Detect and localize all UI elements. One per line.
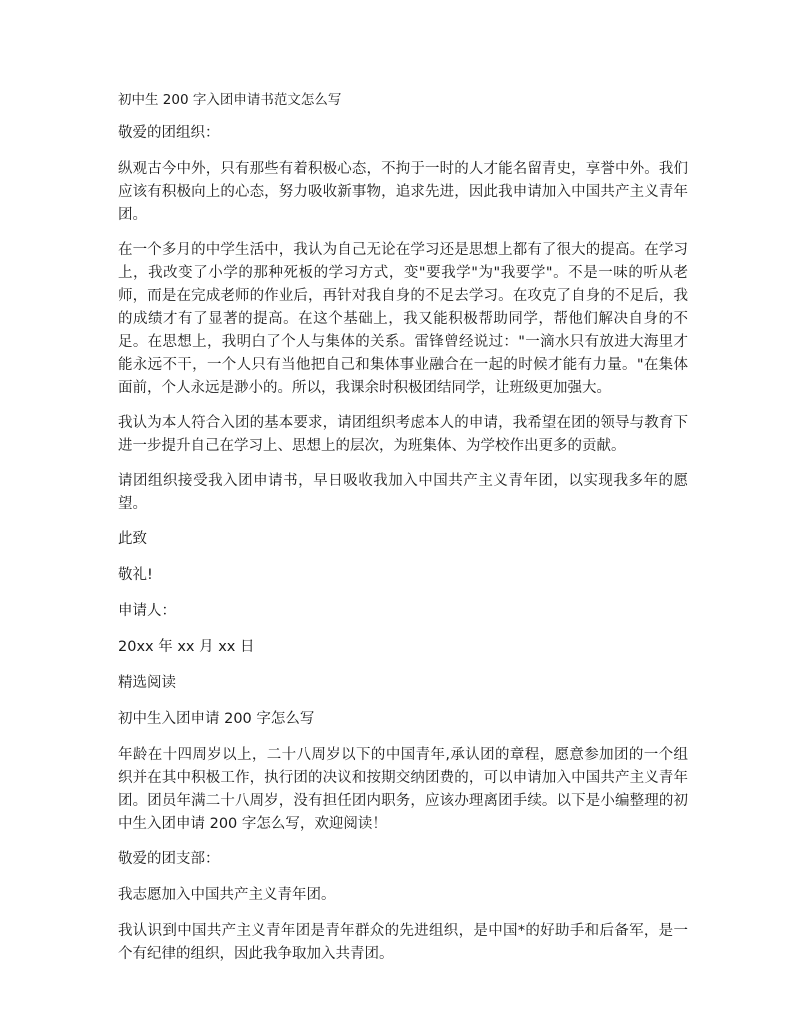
paragraph-2: 在一个多月的中学生活中，我认为自己无论在学习还是思想上都有了很大的提高。在学习上，我改变了小学的那种死板的学习方式，变"要我学"为"我要学"。不是一味的听从老师，而是在完成老师的作业后，再针对我自身的不足去学习。在攻克了自身的不足后，我的成绩才有了显著的提高。在这个基础上，我又能积极帮助同学，帮他们解决自身的不足。在思想上，我明白了个人与集体的关系。雷锋曾经说过："一滴水只有放进大海里才能永远不干，一个人只有当他把自己和集体事业融合在一起的时候才能有力量。"在集体面前，个人永远是渺小的。所以，我课余时积极团结同学，让班级更加强大。	[118, 242, 688, 396]
applicant-label: 申请人：	[118, 603, 176, 619]
date-line: 20xx 年 xx 月 xx 日	[118, 639, 255, 655]
paragraph-1: 纵观古今中外，只有那些有着积极心态，不拘于一时的人才能名留青史，享誉中外。我们应该有积极向上的心态，努力吸收新事物，追求先进，因此我申请加入中国共产主义青年团。	[118, 161, 688, 223]
related-paragraph-1: 我志愿加入中国共产主义青年团。	[118, 887, 336, 903]
paragraph-3: 我认为本人符合入团的基本要求，请团组织考虑本人的申请，我希望在团的领导与教育下进一步提升自己在学习上、思想上的层次，为班集体、为学校作出更多的贡献。	[118, 415, 688, 454]
related-paragraph-2: 我认识到中国共产主义青年团是青年群众的先进组织，是中国*的好助手和后备军，是一个有纪律的组织，因此我争取加入共青团。	[118, 923, 688, 962]
closing-salute: 敬礼!	[118, 567, 153, 583]
document-title: 初中生 200 字入团申请书范文怎么写	[118, 92, 342, 108]
closing-greeting: 此致	[118, 531, 147, 547]
paragraph-4: 请团组织接受我入团申请书，早日吸收我加入中国共产主义青年团，以实现我多年的愿望。	[118, 473, 688, 512]
related-title: 初中生入团申请 200 字怎么写	[118, 711, 315, 727]
salutation: 敬爱的团组织：	[118, 125, 220, 141]
related-heading: 精选阅读	[118, 675, 176, 691]
related-intro: 年龄在十四周岁以上，二十八周岁以下的中国青年,承认团的章程，愿意参加团的一个组织并在其中积极工作，执行团的决议和按期交纳团费的，可以申请加入中国共产主义青年团。团员年满二十八周岁，没有担任团内职务，应该办理离团手续。以下是小编整理的初中生入团申请 200 字怎么写，欢迎阅读！	[118, 747, 688, 832]
related-salutation: 敬爱的团支部：	[118, 851, 220, 867]
document-page	[118, 90, 688, 978]
